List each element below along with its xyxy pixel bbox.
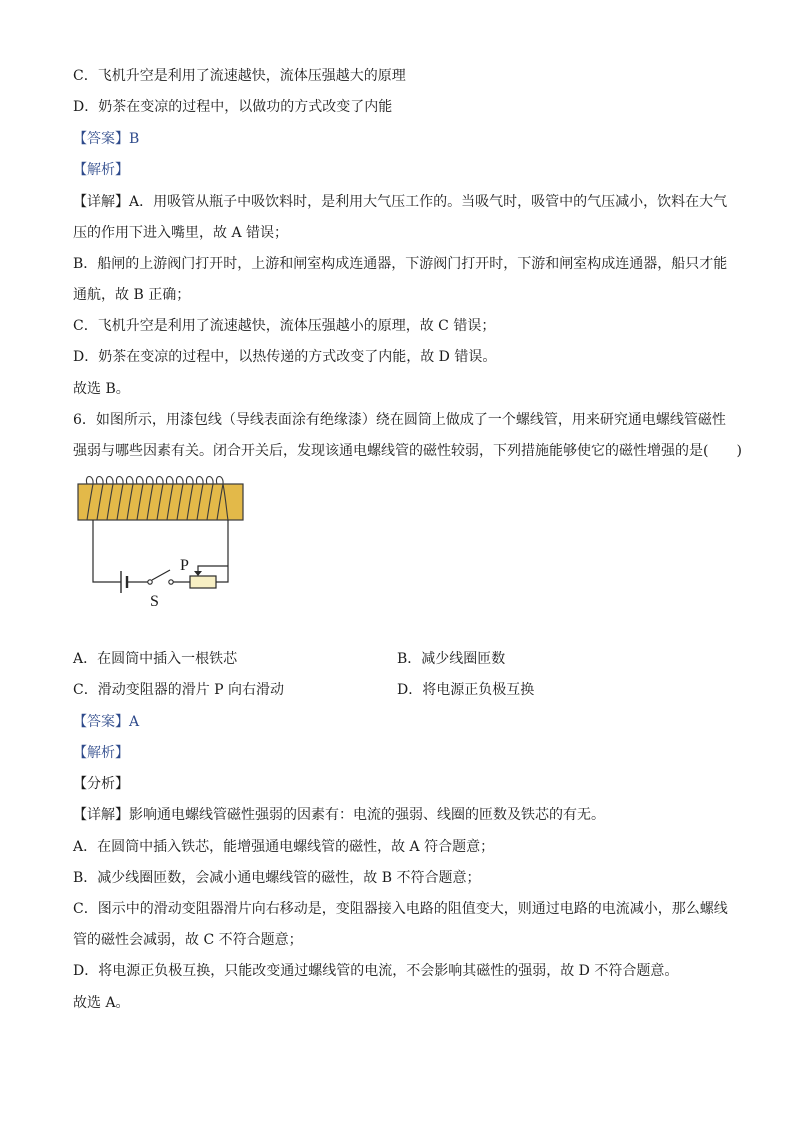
prev-detail-c: C．飞机升空是利用了流速越快，流体压强越小的原理，故 C 错误； [73, 318, 496, 334]
q6-conclusion: 故选 A。 [73, 995, 130, 1011]
q6-detail-main: 【详解】影响通电螺线管磁性强弱的因素有：电流的强弱、线圈的匝数及铁芯的有无。 [73, 807, 605, 823]
prev-analysis: 【解析】 [73, 162, 129, 178]
q6-option-d: D．将电源正负极互换 [397, 682, 535, 698]
q6-answer: 【答案】A [73, 714, 140, 730]
prev-detail-b-2: 通航，故 B 正确； [73, 287, 191, 303]
slider-arrow-icon [194, 571, 202, 576]
q6-detail-a: A．在圆筒中插入铁芯，能增强通电螺线管的磁性，故 A 符合题意； [73, 839, 495, 855]
prev-option-d: D．奶茶在变凉的过程中，以做功的方式改变了内能 [73, 99, 393, 115]
q6-stem-line-1: 6．如图所示，用漆包线（导线表面涂有绝缘漆）绕在圆筒上做成了一个螺线管，用来研究通电螺线管磁性 [73, 412, 726, 428]
slider-label-p: P [180, 557, 189, 574]
q6-option-a: A．在圆筒中插入一根铁芯 [73, 651, 238, 667]
prev-answer: 【答案】B [73, 131, 140, 147]
q6-analysis: 【解析】 [73, 745, 129, 761]
switch-contact [169, 580, 173, 584]
q6-option-b: B．减少线圈匝数 [397, 651, 506, 667]
sliding-rheostat [190, 576, 216, 588]
prev-detail-d: D．奶茶在变凉的过程中，以热传递的方式改变了内能，故 D 错误。 [73, 349, 497, 365]
q6-detail-d: D．将电源正负极互换，只能改变通过螺线管的电流，不会影响其磁性的强弱，故 D 不符合题意。 [73, 963, 679, 979]
q6-option-c: C．滑动变阻器的滑片 P 向右滑动 [73, 682, 285, 698]
switch-blade [152, 570, 170, 580]
coil-back-loops [86, 477, 223, 485]
switch-pivot [148, 580, 152, 584]
prev-conclusion: 故选 B。 [73, 381, 130, 397]
q6-fenxi: 【分析】 [73, 776, 129, 792]
switch-label-s: S [150, 593, 159, 610]
prev-detail-a-1: 【详解】A．用吸管从瓶子中吸饮料时，是利用大气压工作的。当吸气时，吸管中的气压减小，饮料在大气 [73, 194, 728, 210]
prev-detail-b-1: B．船闸的上游阀门打开时，上游和闸室构成连通器，下游阀门打开时，下游和闸室构成连通器，船只才能 [73, 256, 728, 272]
q6-stem-line-2: 强弱与哪些因素有关。闭合开关后，发现该通电螺线管的磁性较弱，下列措施能够使它的磁性增强的是( ) [73, 443, 742, 459]
q6-detail-c-1: C．图示中的滑动变阻器滑片向右移动是，变阻器接入电路的阻值变大，则通过电路的电流减小，那么螺线 [73, 901, 728, 917]
circuit-wires [93, 520, 228, 582]
q6-detail-c-2: 管的磁性会减弱，故 C 不符合题意； [73, 932, 303, 948]
q6-detail-b: B．减少线圈匝数，会减小通电螺线管的磁性，故 B 不符合题意； [73, 870, 481, 886]
solenoid-circuit-figure [70, 470, 260, 610]
prev-detail-a-2: 压的作用下进入嘴里，故 A 错误； [73, 225, 289, 241]
rheostat-slider-lead [198, 566, 228, 573]
prev-option-c: C．飞机升空是利用了流速越快，流体压强越大的原理 [73, 68, 406, 84]
